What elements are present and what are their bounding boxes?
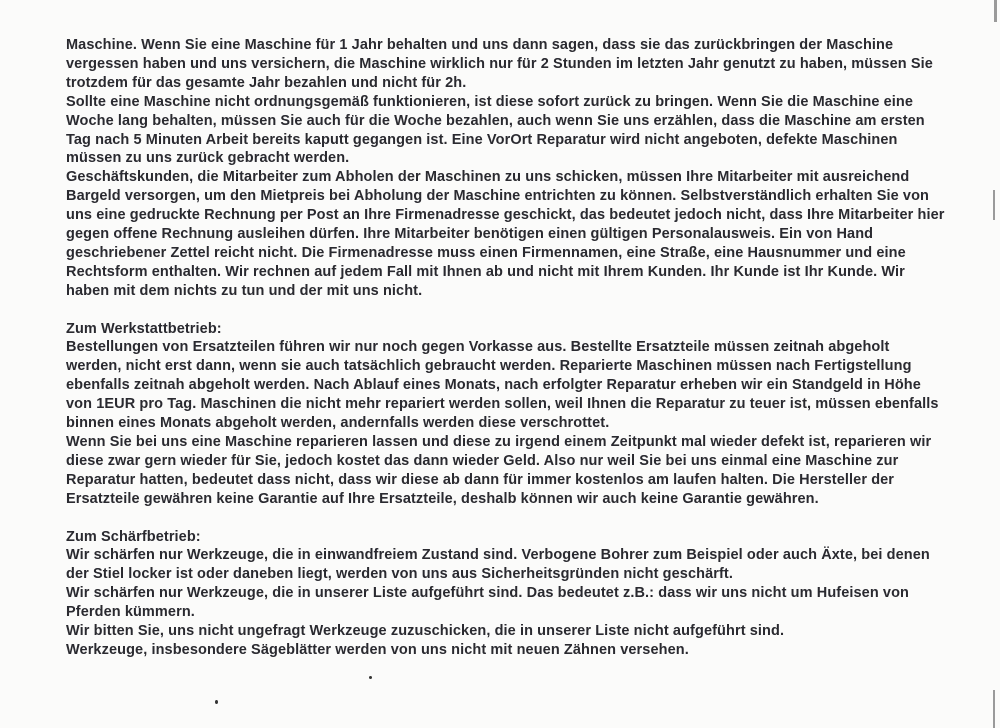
scan-speck <box>369 676 372 679</box>
document-body <box>66 36 946 660</box>
paragraph-defective-machine: Sollte eine Maschine nicht ordnungsgemäß funktionieren, ist diese sofort zurück zu bringen. Wenn Sie die Maschine eine Woche lang behalten, müssen Sie auch für die Woche bezahlen, auch wenn Sie uns erzählen, dass die Maschine am ersten Tag nach 5 Minuten Arbeit bereits kaputt gegangen ist. Eine VorOrt Reparatur wird nicht angeboten, defekte Maschinen müssen zu uns zurück gebracht werden. <box>66 93 925 167</box>
scan-speck <box>215 700 218 704</box>
scan-edge-mark <box>994 0 997 22</box>
paragraph-spacer <box>66 509 946 528</box>
paragraph-unsolicited-tools: Wir bitten Sie, uns nicht ungefragt Werkzeuge zuzuschicken, die in unserer Liste nicht aufgeführt sind. <box>66 623 785 640</box>
paragraph-tool-condition: Wir schärfen nur Werkzeuge, die in einwandfreiem Zustand sind. Verbogene Bohrer zum Beispiel oder auch Äxte, bei denen der Stiel locker ist oder daneben liegt, werden von uns aus Sicherheitsgründen nicht geschärft. <box>66 547 930 583</box>
heading-workshop: Zum Werkstattbetrieb: <box>66 320 222 337</box>
paragraph-business-customers: Geschäftskunden, die Mitarbeiter zum Abholen der Maschinen zu uns schicken, müssen Ihre Mitarbeiter mit ausreichend Bargeld versorgen, um den Mietpreis bei Abholung der Maschine entrichten zu können. Selbstverständlich erhalten Sie von uns eine gedruckte Rechnung per Post an Ihre Firmenadresse geschickt, das bedeutet jedoch nicht, dass Ihre Mitarbeiter hier gegen offene Rechnung ausleihen dürfen. Ihre Mitarbeiter benötigen einen gültigen Personalausweis. Ein von Hand geschriebener Zettel reicht nicht. Die Firmenadresse muss einen Firmennamen, eine Straße, eine Hausnummer und eine Rechtsform enthalten. Wir rechnen auf jedem Fall mit Ihnen ab und nicht mit Ihrem Kunden. Ihr Kunde ist Ihr Kunde. Wir haben mit dem nichts zu tun und der mit uns nicht. <box>66 169 945 299</box>
heading-sharpening: Zum Schärfbetrieb: <box>66 528 201 545</box>
scan-edge-mark <box>993 190 995 220</box>
paragraph-repair-warranty: Wenn Sie bei uns eine Maschine reparieren lassen und diese zu irgend einem Zeitpunkt mal wieder defekt ist, reparieren wir diese zwar gern wieder für Sie, jedoch kostet das dann wieder Geld. Also nur weil Sie bei uns einmal eine Maschine zur Reparatur hatten, bedeutet dass nicht, dass wir diese ab dann für immer kostenlos am laufen halten. Die Hersteller der Ersatzteile gewähren keine Garantie auf Ihre Ersatzteile, deshalb können wir auch keine Garantie gewähren. <box>66 434 932 507</box>
paragraph-tool-list: Wir schärfen nur Werkzeuge, die in unserer Liste aufgeführt sind. Das bedeutet z.B.: dass wir uns nicht um Hufeisen von Pferden kümmern. <box>66 585 909 621</box>
paragraph-machine-rental-duration: Maschine. Wenn Sie eine Maschine für 1 Jahr behalten und uns dann sagen, dass sie das zurückbringen der Maschine vergessen haben und uns versichern, die Maschine wirklich nur für 2 Stunden im letzten Jahr genutzt zu haben, müssen Sie trotzdem für das gesamte Jahr bezahlen und nicht für 2h. <box>66 37 933 91</box>
paragraph-spare-parts: Bestellungen von Ersatzteilen führen wir nur noch gegen Vorkasse aus. Bestellte Ersatzteile müssen zeitnah abgeholt werden, nicht erst dann, wenn sie auch tatsächlich gebraucht werden. Reparierte Maschinen müssen nach Fertigstellung ebenfalls zeitnah abgeholt werden. Nach Ablauf eines Monats, nach erfolgter Reparatur erheben wir ein Standgeld in Höhe von 1EUR pro Tag. Maschinen die nicht mehr repariert werden sollen, weil Ihnen die Reparatur zu teuer ist, müssen ebenfalls binnen eines Monats abgeholt werden, andernfalls werden diese verschrottet. <box>66 339 939 432</box>
paragraph-spacer <box>66 301 946 320</box>
paragraph-saw-blades: Werkzeuge, insbesondere Sägeblätter werden von uns nicht mit neuen Zähnen versehen. <box>66 641 689 658</box>
scan-edge-mark <box>993 690 995 728</box>
